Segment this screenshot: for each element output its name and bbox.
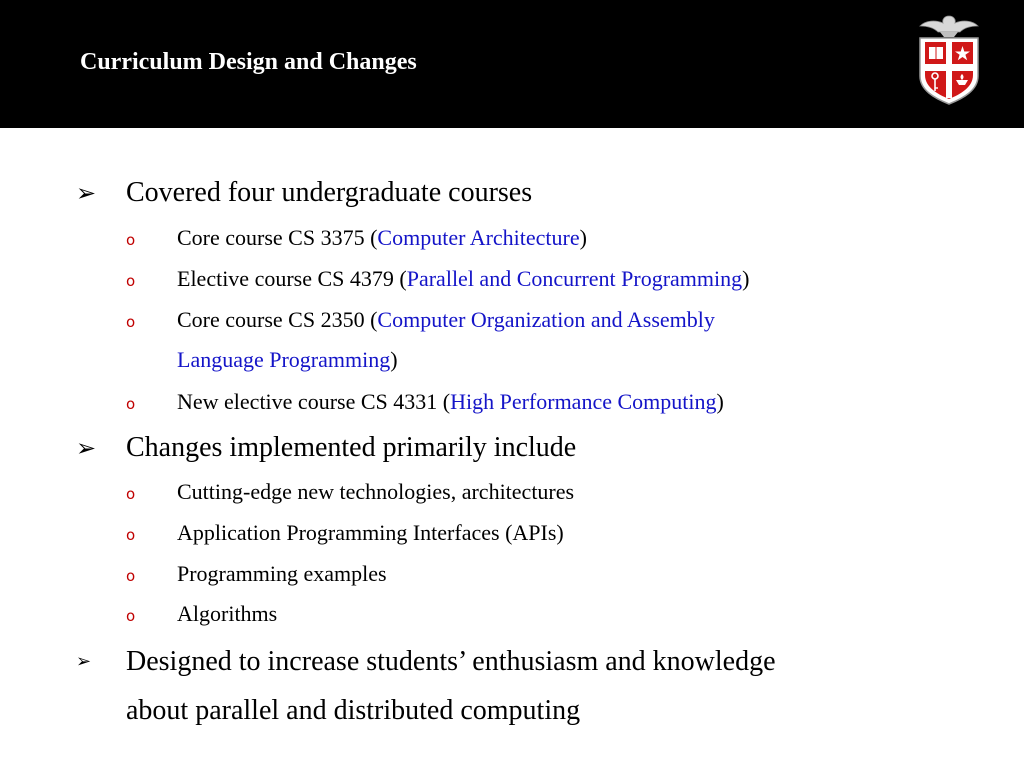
circle-bullet-icon: o [126, 485, 136, 503]
bullet-text: Covered four undergraduate courses [126, 177, 533, 208]
sub-bullet-text: Core course CS 2350 (Computer Organization and Assembly [177, 307, 715, 332]
arrow-bullet-icon: ➢ [76, 651, 92, 672]
arrow-bullet-icon: ➢ [76, 434, 97, 462]
course-name: Computer Architecture [377, 225, 580, 250]
course-name-continuation: Language Programming [177, 347, 391, 372]
circle-bullet-icon: o [126, 607, 136, 625]
sub-bullet-text: Algorithms [177, 601, 278, 626]
circle-bullet-icon: o [126, 567, 136, 585]
slide-title: Curriculum Design and Changes [80, 49, 417, 75]
sub-bullet-text: Programming examples [177, 561, 387, 586]
sub-bullet-text: Core course CS 3375 (Computer Architecture) [177, 225, 587, 250]
circle-bullet-icon: o [126, 526, 136, 544]
sub-bullet-text: New elective course CS 4331 (High Performance Computing) [177, 389, 724, 414]
sub-bullet-text-continuation: Language Programming) [177, 347, 398, 372]
circle-bullet-icon: o [126, 395, 136, 413]
circle-bullet-icon: o [126, 231, 136, 249]
bullet-text: Changes implemented primarily include [126, 432, 577, 463]
bullet-text: Designed to increase students’ enthusiasm and knowledge [126, 646, 776, 677]
sub-bullet-text: Elective course CS 4379 (Parallel and Concurrent Programming) [177, 266, 750, 291]
arrow-bullet-icon: ➢ [76, 179, 97, 207]
sub-bullet-text: Application Programming Interfaces (APIs) [177, 520, 564, 545]
sub-bullet-text: Cutting-edge new technologies, architectures [177, 479, 575, 504]
bullet-text-continuation-line: about parallel and distributed computing [126, 695, 581, 726]
course-name: Computer Organization and Assembly [377, 307, 715, 332]
course-name: High Performance Computing [450, 389, 717, 414]
circle-bullet-icon: o [126, 272, 136, 290]
course-name: Parallel and Concurrent Programming [406, 266, 743, 291]
circle-bullet-icon: o [126, 313, 136, 331]
